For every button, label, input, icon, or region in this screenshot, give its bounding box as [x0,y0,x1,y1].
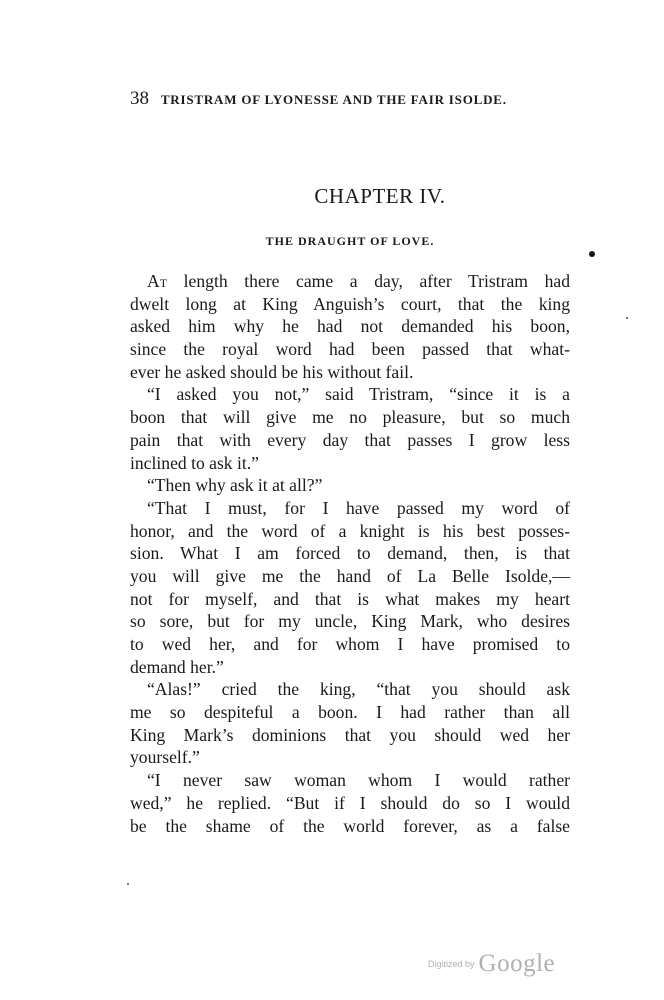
google-logo: Google [478,950,556,977]
drop-word: At [147,271,168,291]
text-line: “That I must, for I have passed my word of [147,497,570,518]
text-line: “I never saw woman whom I would rather [147,770,570,791]
text-line: yourself.” [130,747,200,768]
text-line: ever he asked should be his without fail. [130,361,414,382]
text-line: “Then why ask it at all?” [147,475,323,496]
text-line: dwelt long at King Anguish’s court, that the king [130,293,570,314]
text-line: not for myself, and that is what makes my heart [130,588,570,609]
digitized-watermark [428,950,568,984]
page-number: 38 [130,88,149,109]
text-line: you will give me the hand of La Belle Isolde,— [130,565,570,586]
running-head [130,88,570,114]
text-line [130,270,570,293]
text-line: pain that with every day that passes I grow less [130,429,570,450]
text-line: honor, and the word of a knight is his best posses- [130,520,570,541]
ink-speck [626,317,628,319]
text-line-rest: length there came a day, after Tristram had [167,271,570,291]
text-line: King Mark’s dominions that you should wed her [130,724,570,745]
text-line: demand her.” [130,656,224,677]
watermark-prefix: Digitized by [428,959,475,969]
text-line: inclined to ask it.” [130,452,259,473]
text-line: asked him why he had not demanded his boon, [130,316,570,337]
ink-speck [127,883,129,885]
chapter-title: CHAPTER IV. [314,184,446,208]
ink-speck [589,251,595,257]
text-line: to wed her, and for whom I have promised to [130,634,570,654]
text-line: be the shame of the world forever, as a false [130,815,570,836]
text-line: since the royal word had been passed that what- [130,339,570,360]
chapter-subtitle: THE DRAUGHT OF LOVE. [265,234,435,248]
text-line: “Alas!” cried the king, “that you should ask [147,679,570,700]
text-line: sion. What I am forced to demand, then, is that [130,543,570,564]
body-text [130,270,570,837]
text-line: so sore, but for my uncle, King Mark, who desires [130,611,570,632]
text-line: wed,” he replied. “But if I should do so I would [130,792,570,813]
text-line: “I asked you not,” said Tristram, “since it is a [147,384,570,405]
text-line: me so despiteful a boon. I had rather than all [130,702,570,723]
running-title: TRISTRAM OF LYONESSE AND THE FAIR ISOLDE. [160,92,507,107]
text-line: boon that will give me no pleasure, but so much [130,407,570,428]
